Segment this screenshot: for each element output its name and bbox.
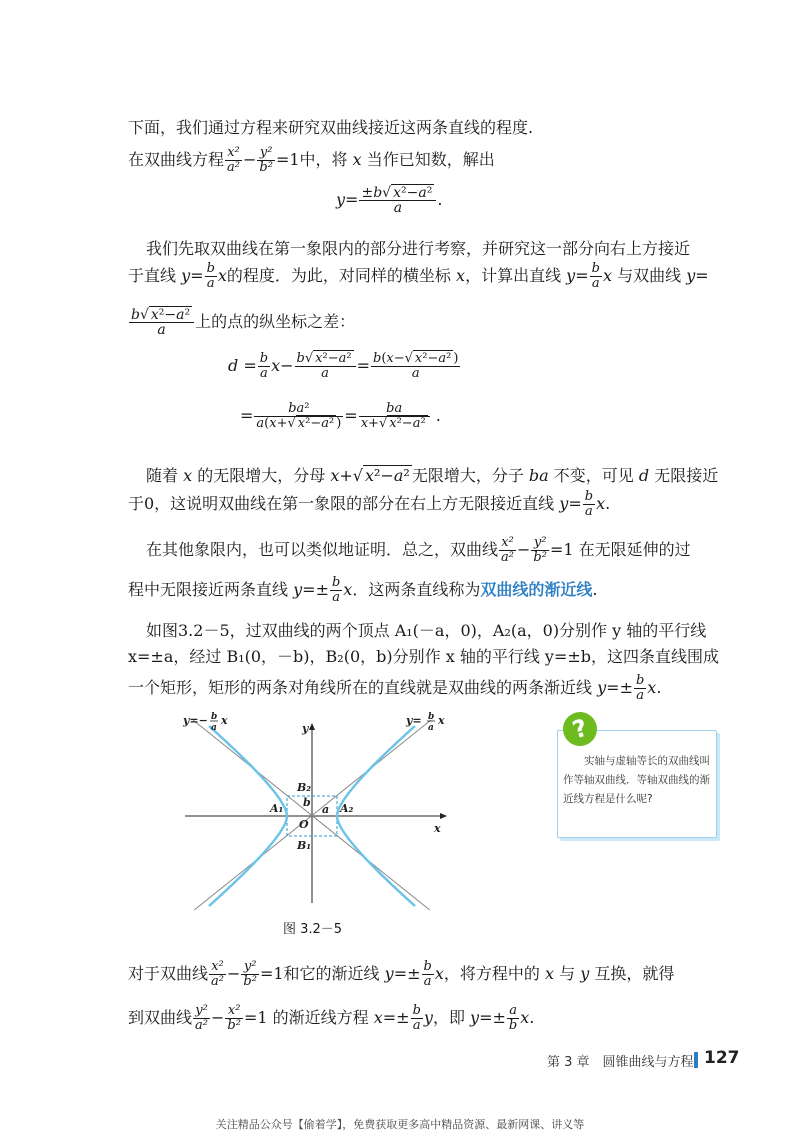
paragraph-swapped-asymptote: 到双曲线 $\frac{\text{y²}}{\text{a²}}$ − $\frac{\text{x²}}{\text{b²}}$ =1 的渐近线方程 x=± $\frac{b}{a}$ y，即 y=± $\frac{a}{b}$ x. bbox=[128, 1003, 535, 1033]
paragraph-asymptote-definition: 程中无限接近两条直线 y=± $\frac{b}{a}$ x．这两条直线称为双曲线的渐近线. bbox=[128, 575, 598, 605]
label-left-frac-b: b bbox=[211, 712, 218, 722]
question-icon: ? bbox=[559, 708, 602, 751]
label-a: a bbox=[322, 803, 330, 816]
label-left-x: x bbox=[221, 714, 228, 727]
figure-caption: 图 3.2－5 bbox=[283, 922, 343, 937]
label-A1: A₁ bbox=[270, 802, 284, 815]
paragraph-intro: 下面，我们通过方程来研究双曲线接近这两条直线的程度. bbox=[128, 118, 534, 137]
label-right-asymptote: y= bbox=[406, 714, 422, 727]
hyperbola-figure bbox=[175, 708, 475, 910]
label-right-x: x bbox=[438, 714, 445, 727]
paragraph-equation-intro: 在双曲线方程 $\frac{\text{x²}}{\text{a²}}$ − $\frac{\text{y²}}{\text{b²}}$ =1中，将 x 当作已知数，解出 bbox=[128, 145, 495, 175]
label-x-axis: x bbox=[434, 822, 441, 835]
equation-d-line1: d = $\frac{b}{a}$ x− $\frac{\text{b√ x²−a²}}{a}$ = $\frac{\text{b(x−√ x²−a² )}}{a}$ bbox=[228, 351, 459, 381]
label-A2: A₂ bbox=[340, 802, 354, 815]
fraction-y2-b2: $\frac{\text{y²}}{\text{b²}}$ bbox=[259, 145, 273, 175]
label-B2: B₂ bbox=[297, 781, 312, 794]
label-right-frac-b: b bbox=[428, 712, 435, 722]
hyperbola-diagram bbox=[175, 708, 475, 910]
footer-accent-bar bbox=[694, 1052, 698, 1068]
paragraph-quadrant: 我们先取双曲线在第一象限内的部分进行考察，并研究这一部分向右上方接近 bbox=[146, 239, 691, 258]
y-axis-arrow bbox=[309, 723, 315, 730]
label-right-frac-a: a bbox=[428, 723, 434, 733]
paragraph-swap: 对于双曲线 $\frac{\text{x²}}{\text{a²}}$ − $\frac{\text{y²}}{\text{b²}}$ =1和它的渐近线 y=± $\frac{b}{a}$ x，将方程中的 x 与 y 互换，就得 bbox=[128, 959, 675, 989]
x-axis-arrow bbox=[440, 813, 447, 819]
label-B1: B₁ bbox=[297, 839, 312, 852]
paragraph-rectangle-lines: x=±a，经过 B₁(0，－b)，B₂(0，b)分别作 x 轴的平行线 y=±b，这四条直线围成 bbox=[128, 647, 719, 666]
paragraph-difference: $\frac{\text{b√ x²−a²}}{a}$ 上的点的纵坐标之差： bbox=[131, 307, 356, 338]
equation-d-line2: = $\frac{\text{ba²}}{\text{a(x+√ x²−a² )}}$ = $\frac{ba}{\text{x+√ x²−a²}}$ . bbox=[240, 401, 441, 431]
page-number: 127 bbox=[704, 1048, 740, 1068]
side-note-text: 实轴与虚轴等长的双曲线叫作等轴双曲线．等轴双曲线的渐近线方程是什么呢? bbox=[563, 755, 710, 805]
paragraph-other-quadrants: 在其他象限内，也可以类似地证明．总之，双曲线 $\frac{\text{x²}}{\text{a²}}$ − $\frac{\text{y²}}{\text{b²}}$ =1 在无限延伸的过 bbox=[146, 535, 691, 565]
equation-solve-y: y= $\frac{\text{±b√ x²−a²}}{a}$ . bbox=[336, 185, 443, 216]
footer-chapter: 第 3 章 圆锥曲线与方程 bbox=[547, 1055, 694, 1070]
label-origin: O bbox=[299, 818, 309, 831]
paragraph-figure-ref: 如图3.2－5，过双曲线的两个顶点 A₁(－a，0)，A₂(a，0)分别作 y 轴的平行线 bbox=[146, 621, 707, 640]
label-left-frac-a: a bbox=[211, 723, 217, 733]
paragraph-conclusion: 于0，这说明双曲线在第一象限的部分在右上方无限接近直线 y= $\frac{b}{a}$ x. bbox=[128, 489, 611, 519]
label-left-asymptote: y=− bbox=[183, 714, 208, 727]
term-asymptote: 双曲线的渐近线 bbox=[480, 580, 593, 599]
label-b: b bbox=[303, 796, 311, 809]
paragraph-rectangle-diagonals: 一个矩形，矩形的两条对角线所在的直线就是双曲线的两条渐近线 y=± $\frac{b}{a}$ x. bbox=[128, 673, 662, 703]
paragraph-line: 于直线 y= $\frac{b}{a}$ x的程度．为此，对同样的横坐标 x，计算出直线 y= $\frac{b}{a}$ x 与双曲线 y= bbox=[128, 261, 709, 291]
bottom-watermark-note: 关注精品公众号【偷着学】，免费获取更多高中精品资源、最新网课、讲义等 bbox=[215, 1118, 585, 1131]
paragraph-limit: 随着 x 的无限增大，分母 x+√ x²−a² 无限增大，分子 ba 不变，可见 d 无限接近 bbox=[146, 466, 719, 485]
label-y-axis: y bbox=[302, 722, 309, 735]
fraction-x2-a2: $\frac{\text{x²}}{\text{a²}}$ bbox=[227, 145, 240, 175]
